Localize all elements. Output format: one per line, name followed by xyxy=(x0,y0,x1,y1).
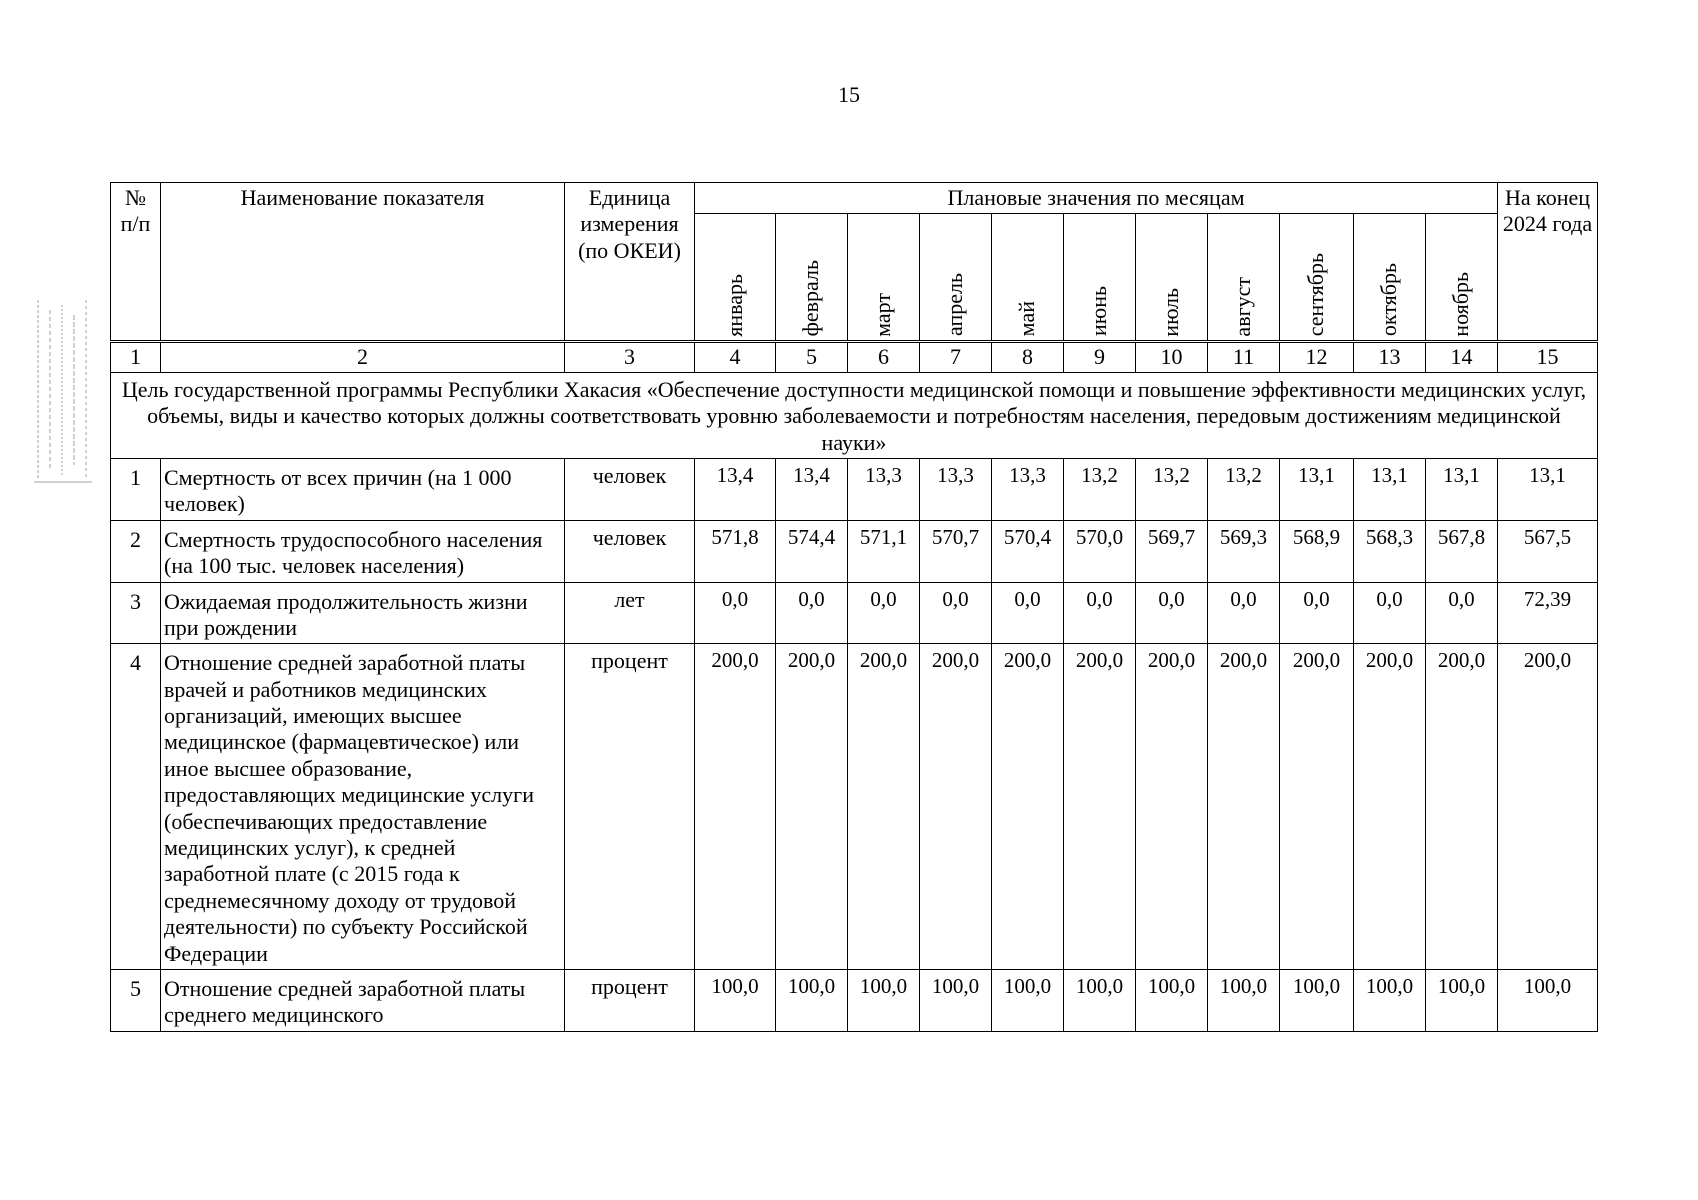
value-cell: 100,0 xyxy=(992,969,1064,1031)
column-number: 6 xyxy=(848,342,920,372)
value-cell: 0,0 xyxy=(1280,582,1354,644)
column-number: 8 xyxy=(992,342,1064,372)
value-cell: 13,2 xyxy=(1064,458,1136,520)
value-cell: 100,0 xyxy=(1136,969,1208,1031)
header-num: № п/п xyxy=(111,183,161,342)
goal-row xyxy=(111,372,1598,458)
program-goal-text: Цель государственной программы Республики Хакасия «Обеспечение доступности медицинской помощи и повышение эффективности медицинских услуг, объемы, виды и качество которых должны соответствовать уровню заболеваемости и потребностям населения, передовым достижениям медицинской науки» xyxy=(111,372,1598,458)
row-index: 2 xyxy=(111,520,161,582)
month-label: май xyxy=(1014,301,1040,337)
header-name: Наименование показателя xyxy=(161,183,565,342)
column-number: 5 xyxy=(776,342,848,372)
column-number: 1 xyxy=(111,342,161,372)
header-month xyxy=(1064,214,1136,342)
column-number: 12 xyxy=(1280,342,1354,372)
value-cell: 568,3 xyxy=(1354,520,1426,582)
month-label: июнь xyxy=(1086,286,1112,337)
header-plan: Плановые значения по месяцам xyxy=(695,183,1498,214)
header-row-top xyxy=(111,183,1598,214)
indicator-name: Отношение средней заработной платы врачей и работников медицинских организаций, имеющих высшее медицинское (фармацевтическое) или иное высшее образование, предоставляющих медицинские услуги (обеспечивающих предоставление медицинских услуг), к средней заработной плате (с 2015 года к среднемесячному доходу от трудовой деятельности) по субъекту Российской Федерации xyxy=(161,644,565,970)
month-label: апрель xyxy=(942,273,968,337)
margin-stamp-image xyxy=(30,290,96,490)
value-cell: 571,1 xyxy=(848,520,920,582)
value-cell: 100,0 xyxy=(1208,969,1280,1031)
month-label: март xyxy=(870,292,896,337)
value-cell: 0,0 xyxy=(1354,582,1426,644)
value-cell: 100,0 xyxy=(695,969,776,1031)
column-number: 15 xyxy=(1498,342,1598,372)
end-value-cell: 72,39 xyxy=(1498,582,1598,644)
value-cell: 0,0 xyxy=(1064,582,1136,644)
column-number: 2 xyxy=(161,342,565,372)
month-label: январь xyxy=(721,273,747,337)
value-cell: 0,0 xyxy=(695,582,776,644)
header-month xyxy=(776,214,848,342)
column-number: 9 xyxy=(1064,342,1136,372)
header-month xyxy=(920,214,992,342)
header-month xyxy=(1426,214,1498,342)
value-cell: 100,0 xyxy=(848,969,920,1031)
column-number: 3 xyxy=(565,342,695,372)
month-label: сентябрь xyxy=(1303,253,1329,337)
unit-cell: процент xyxy=(565,644,695,970)
end-value-cell: 13,1 xyxy=(1498,458,1598,520)
unit-cell: человек xyxy=(565,520,695,582)
month-label: июль xyxy=(1158,287,1184,337)
month-label: ноябрь xyxy=(1448,271,1474,337)
value-cell: 570,7 xyxy=(920,520,992,582)
unit-cell: процент xyxy=(565,969,695,1031)
value-cell: 13,4 xyxy=(695,458,776,520)
column-number: 14 xyxy=(1426,342,1498,372)
value-cell: 200,0 xyxy=(1136,644,1208,970)
row-index: 1 xyxy=(111,458,161,520)
page-number: 15 xyxy=(838,82,860,107)
unit-cell: лет xyxy=(565,582,695,644)
header-month xyxy=(1208,214,1280,342)
indicator-name: Смертность от всех причин (на 1 000 человек) xyxy=(161,458,565,520)
table-row xyxy=(111,520,1598,582)
value-cell: 568,9 xyxy=(1280,520,1354,582)
value-cell: 567,8 xyxy=(1426,520,1498,582)
month-label: октябрь xyxy=(1376,263,1402,337)
value-cell: 0,0 xyxy=(920,582,992,644)
column-number-row xyxy=(111,342,1598,372)
value-cell: 0,0 xyxy=(1426,582,1498,644)
value-cell: 200,0 xyxy=(1064,644,1136,970)
value-cell: 100,0 xyxy=(1354,969,1426,1031)
header-month xyxy=(992,214,1064,342)
value-cell: 200,0 xyxy=(1426,644,1498,970)
value-cell: 200,0 xyxy=(1208,644,1280,970)
indicator-name: Отношение средней заработной платы среднего медицинского xyxy=(161,969,565,1031)
indicator-table xyxy=(110,182,1598,1032)
value-cell: 13,1 xyxy=(1426,458,1498,520)
value-cell: 13,1 xyxy=(1354,458,1426,520)
value-cell: 200,0 xyxy=(1354,644,1426,970)
value-cell: 100,0 xyxy=(1064,969,1136,1031)
value-cell: 13,2 xyxy=(1136,458,1208,520)
value-cell: 569,3 xyxy=(1208,520,1280,582)
value-cell: 100,0 xyxy=(920,969,992,1031)
value-cell: 200,0 xyxy=(920,644,992,970)
value-cell: 100,0 xyxy=(776,969,848,1031)
value-cell: 0,0 xyxy=(776,582,848,644)
end-value-cell: 100,0 xyxy=(1498,969,1598,1031)
value-cell: 200,0 xyxy=(848,644,920,970)
row-index: 5 xyxy=(111,969,161,1031)
value-cell: 13,2 xyxy=(1208,458,1280,520)
header-end: На конец 2024 года xyxy=(1498,183,1598,342)
end-value-cell: 567,5 xyxy=(1498,520,1598,582)
column-number: 13 xyxy=(1354,342,1426,372)
value-cell: 570,4 xyxy=(992,520,1064,582)
column-number: 11 xyxy=(1208,342,1280,372)
value-cell: 100,0 xyxy=(1280,969,1354,1031)
value-cell: 0,0 xyxy=(1136,582,1208,644)
value-cell: 13,3 xyxy=(848,458,920,520)
header-month xyxy=(695,214,776,342)
table-row xyxy=(111,582,1598,644)
indicator-name: Ожидаемая продолжительность жизни при рождении xyxy=(161,582,565,644)
end-value-cell: 200,0 xyxy=(1498,644,1598,970)
row-index: 4 xyxy=(111,644,161,970)
value-cell: 571,8 xyxy=(695,520,776,582)
header-month xyxy=(1354,214,1426,342)
row-index: 3 xyxy=(111,582,161,644)
value-cell: 569,7 xyxy=(1136,520,1208,582)
value-cell: 13,3 xyxy=(920,458,992,520)
column-number: 7 xyxy=(920,342,992,372)
value-cell: 0,0 xyxy=(992,582,1064,644)
indicator-name: Смертность трудоспособного населения (на 100 тыс. человек населения) xyxy=(161,520,565,582)
value-cell: 13,3 xyxy=(992,458,1064,520)
column-number: 10 xyxy=(1136,342,1208,372)
table-row xyxy=(111,969,1598,1031)
header-unit: Единица измерения (по ОКЕИ) xyxy=(565,183,695,342)
table-row xyxy=(111,458,1598,520)
value-cell: 200,0 xyxy=(695,644,776,970)
value-cell: 200,0 xyxy=(992,644,1064,970)
value-cell: 570,0 xyxy=(1064,520,1136,582)
value-cell: 100,0 xyxy=(1426,969,1498,1031)
value-cell: 13,4 xyxy=(776,458,848,520)
value-cell: 13,1 xyxy=(1280,458,1354,520)
value-cell: 200,0 xyxy=(1280,644,1354,970)
column-number: 4 xyxy=(695,342,776,372)
unit-cell: человек xyxy=(565,458,695,520)
month-label: август xyxy=(1230,276,1256,337)
table-row xyxy=(111,644,1598,970)
value-cell: 0,0 xyxy=(1208,582,1280,644)
value-cell: 574,4 xyxy=(776,520,848,582)
header-month xyxy=(1136,214,1208,342)
value-cell: 200,0 xyxy=(776,644,848,970)
month-label: февраль xyxy=(798,260,824,337)
header-month xyxy=(1280,214,1354,342)
value-cell: 0,0 xyxy=(848,582,920,644)
header-month xyxy=(848,214,920,342)
